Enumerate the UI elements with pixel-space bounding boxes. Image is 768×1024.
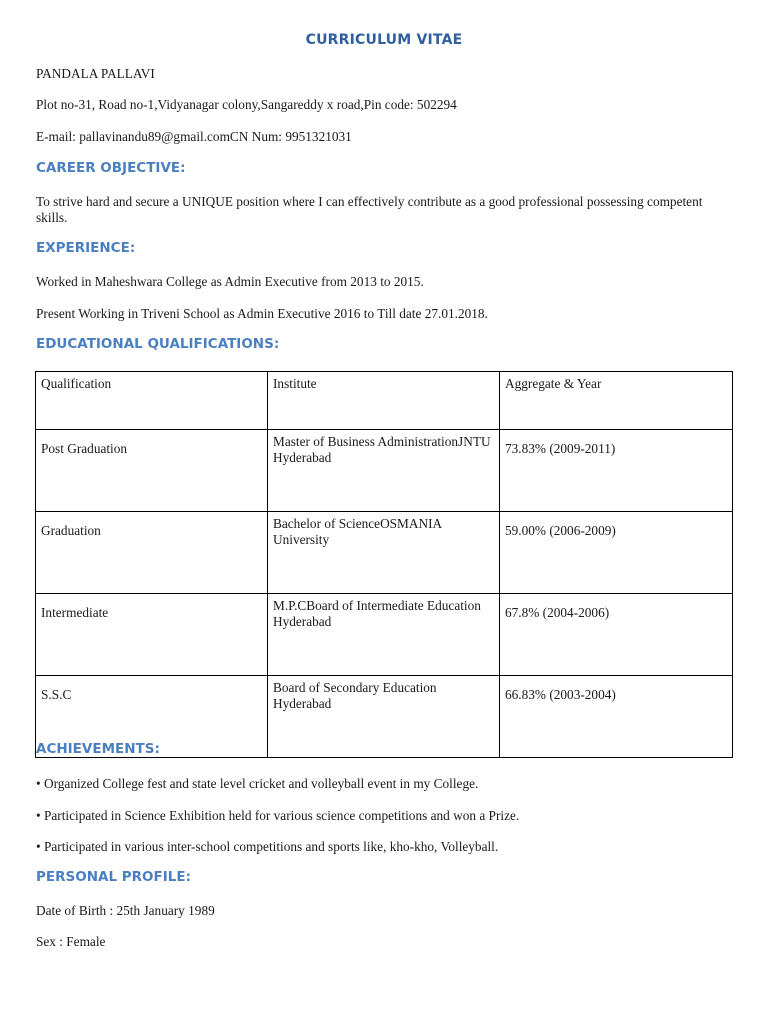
qualification-cell: Post Graduation — [36, 430, 268, 512]
aggregate-cell: 66.83% (2003-2004) — [500, 676, 733, 758]
candidate-name: PANDALA PALLAVI — [36, 66, 155, 81]
table-row — [36, 594, 733, 676]
table-row — [36, 430, 733, 512]
contact-line: E-mail: pallavinandu89@gmail.comCN Num: 9951321031 — [36, 129, 352, 144]
achievements-heading: ACHIEVEMENTS: — [36, 741, 160, 757]
institute-cell: Bachelor of ScienceOSMANIA University — [268, 512, 500, 594]
experience-item: Worked in Maheshwara College as Admin Executive from 2013 to 2015. — [36, 274, 424, 289]
achievement-item: • Organized College fest and state level cricket and volleyball event in my College. — [36, 776, 479, 791]
career-objective-heading: CAREER OBJECTIVE: — [36, 160, 186, 176]
career-objective-text: To strive hard and secure a UNIQUE position where I can effectively contribute as a good professional possessing competent skills. — [36, 194, 703, 225]
qualification-cell: S.S.C — [36, 676, 268, 758]
achievement-item: • Participated in Science Exhibition held for various science competitions and won a Prize. — [36, 808, 520, 823]
qualification-cell: Graduation — [36, 512, 268, 594]
aggregate-cell: 59.00% (2006-2009) — [500, 512, 733, 594]
address-line: Plot no-31, Road no-1,Vidyanagar colony,Sangareddy x road,Pin code: 502294 — [36, 97, 457, 112]
column-header-aggregate-year: Aggregate & Year — [500, 372, 733, 430]
column-header-institute: Institute — [268, 372, 500, 430]
table-row — [36, 512, 733, 594]
document-title: CURRICULUM VITAE — [305, 32, 463, 48]
column-header-qualification: Qualification — [36, 372, 268, 430]
experience-heading: EXPERIENCE: — [36, 240, 136, 256]
aggregate-cell: 73.83% (2009-2011) — [500, 430, 733, 512]
aggregate-cell: 67.8% (2004-2006) — [500, 594, 733, 676]
education-heading: EDUCATIONAL QUALIFICATIONS: — [36, 336, 280, 352]
achievement-item: • Participated in various inter-school competitions and sports like, kho-kho, Volleyball. — [36, 839, 499, 854]
institute-cell: M.P.CBoard of Intermediate Education Hyderabad — [268, 594, 500, 676]
sex: Sex : Female — [36, 934, 106, 949]
experience-item: Present Working in Triveni School as Admin Executive 2016 to Till date 27.01.2018. — [36, 306, 488, 321]
education-table — [35, 371, 733, 758]
date-of-birth: Date of Birth : 25th January 1989 — [36, 903, 215, 918]
personal-profile-heading: PERSONAL PROFILE: — [36, 869, 191, 885]
table-header-row — [36, 372, 733, 430]
institute-cell: Master of Business AdministrationJNTU Hyderabad — [268, 430, 500, 512]
qualification-cell: Intermediate — [36, 594, 268, 676]
institute-cell: Board of Secondary Education Hyderabad — [268, 676, 500, 758]
